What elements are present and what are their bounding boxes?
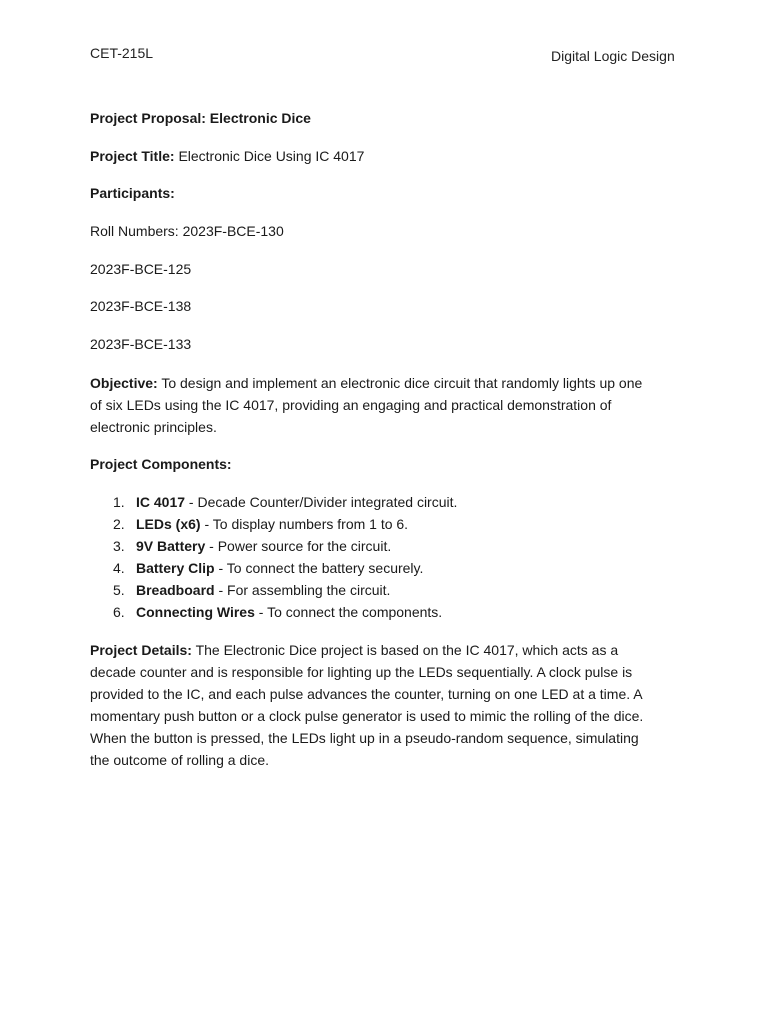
roll-number: 2023F-BCE-125 — [90, 261, 192, 277]
list-item: 1. IC 4017 - Decade Counter/Divider integrated circuit. — [113, 494, 458, 510]
objective-label: Objective: — [90, 375, 158, 391]
list-item: 6. Connecting Wires - To connect the components. — [113, 604, 443, 620]
project-title-label: Project Title: — [90, 148, 175, 164]
roll-numbers-label: Roll Numbers: — [90, 223, 179, 239]
components-label: Project Components: — [90, 456, 232, 472]
list-item: 2. LEDs (x6) - To display numbers from 1 to 6. — [113, 516, 409, 532]
details-line: the outcome of rolling a dice. — [90, 752, 269, 768]
project-title-value: Electronic Dice Using IC 4017 — [178, 148, 365, 164]
participants-label: Participants: — [90, 185, 175, 201]
objective-line: Objective: To design and implement an electronic dice circuit that randomly lights up one — [90, 375, 643, 391]
list-item: 4. Battery Clip - To connect the battery securely. — [113, 560, 424, 576]
course-code: CET-215L — [90, 45, 154, 61]
details-line: When the button is pressed, the LEDs light up in a pseudo-random sequence, simulating — [90, 730, 639, 746]
course-name: Digital Logic Design — [551, 48, 675, 64]
objective-line: of six LEDs using the IC 4017, providing an engaging and practical demonstration of — [90, 397, 612, 413]
objective-paragraph — [90, 372, 690, 438]
details-paragraph — [90, 639, 690, 771]
details-line: provided to the IC, and each pulse advances the counter, turning on one LED at a time. A — [90, 686, 643, 702]
list-item: 5. Breadboard - For assembling the circuit. — [113, 582, 391, 598]
details-line: decade counter and is responsible for lighting up the LEDs sequentially. A clock pulse is — [90, 664, 633, 680]
project-title — [90, 148, 690, 164]
proposal-heading: Project Proposal: Electronic Dice — [90, 110, 311, 126]
details-line: Project Details: The Electronic Dice project is based on the IC 4017, which acts as a — [90, 642, 619, 658]
roll-number: 2023F-BCE-133 — [90, 336, 192, 352]
roll-number: 2023F-BCE-138 — [90, 298, 192, 314]
roll-number: 2023F-BCE-130 — [182, 223, 284, 239]
list-item: 3. 9V Battery - Power source for the circuit. — [113, 538, 392, 554]
details-label: Project Details: — [90, 642, 192, 658]
components-list — [90, 491, 690, 623]
objective-line: electronic principles. — [90, 419, 217, 435]
details-line: momentary push button or a clock pulse generator is used to mimic the rolling of the dice. — [90, 708, 644, 724]
roll-line-1 — [90, 223, 690, 239]
